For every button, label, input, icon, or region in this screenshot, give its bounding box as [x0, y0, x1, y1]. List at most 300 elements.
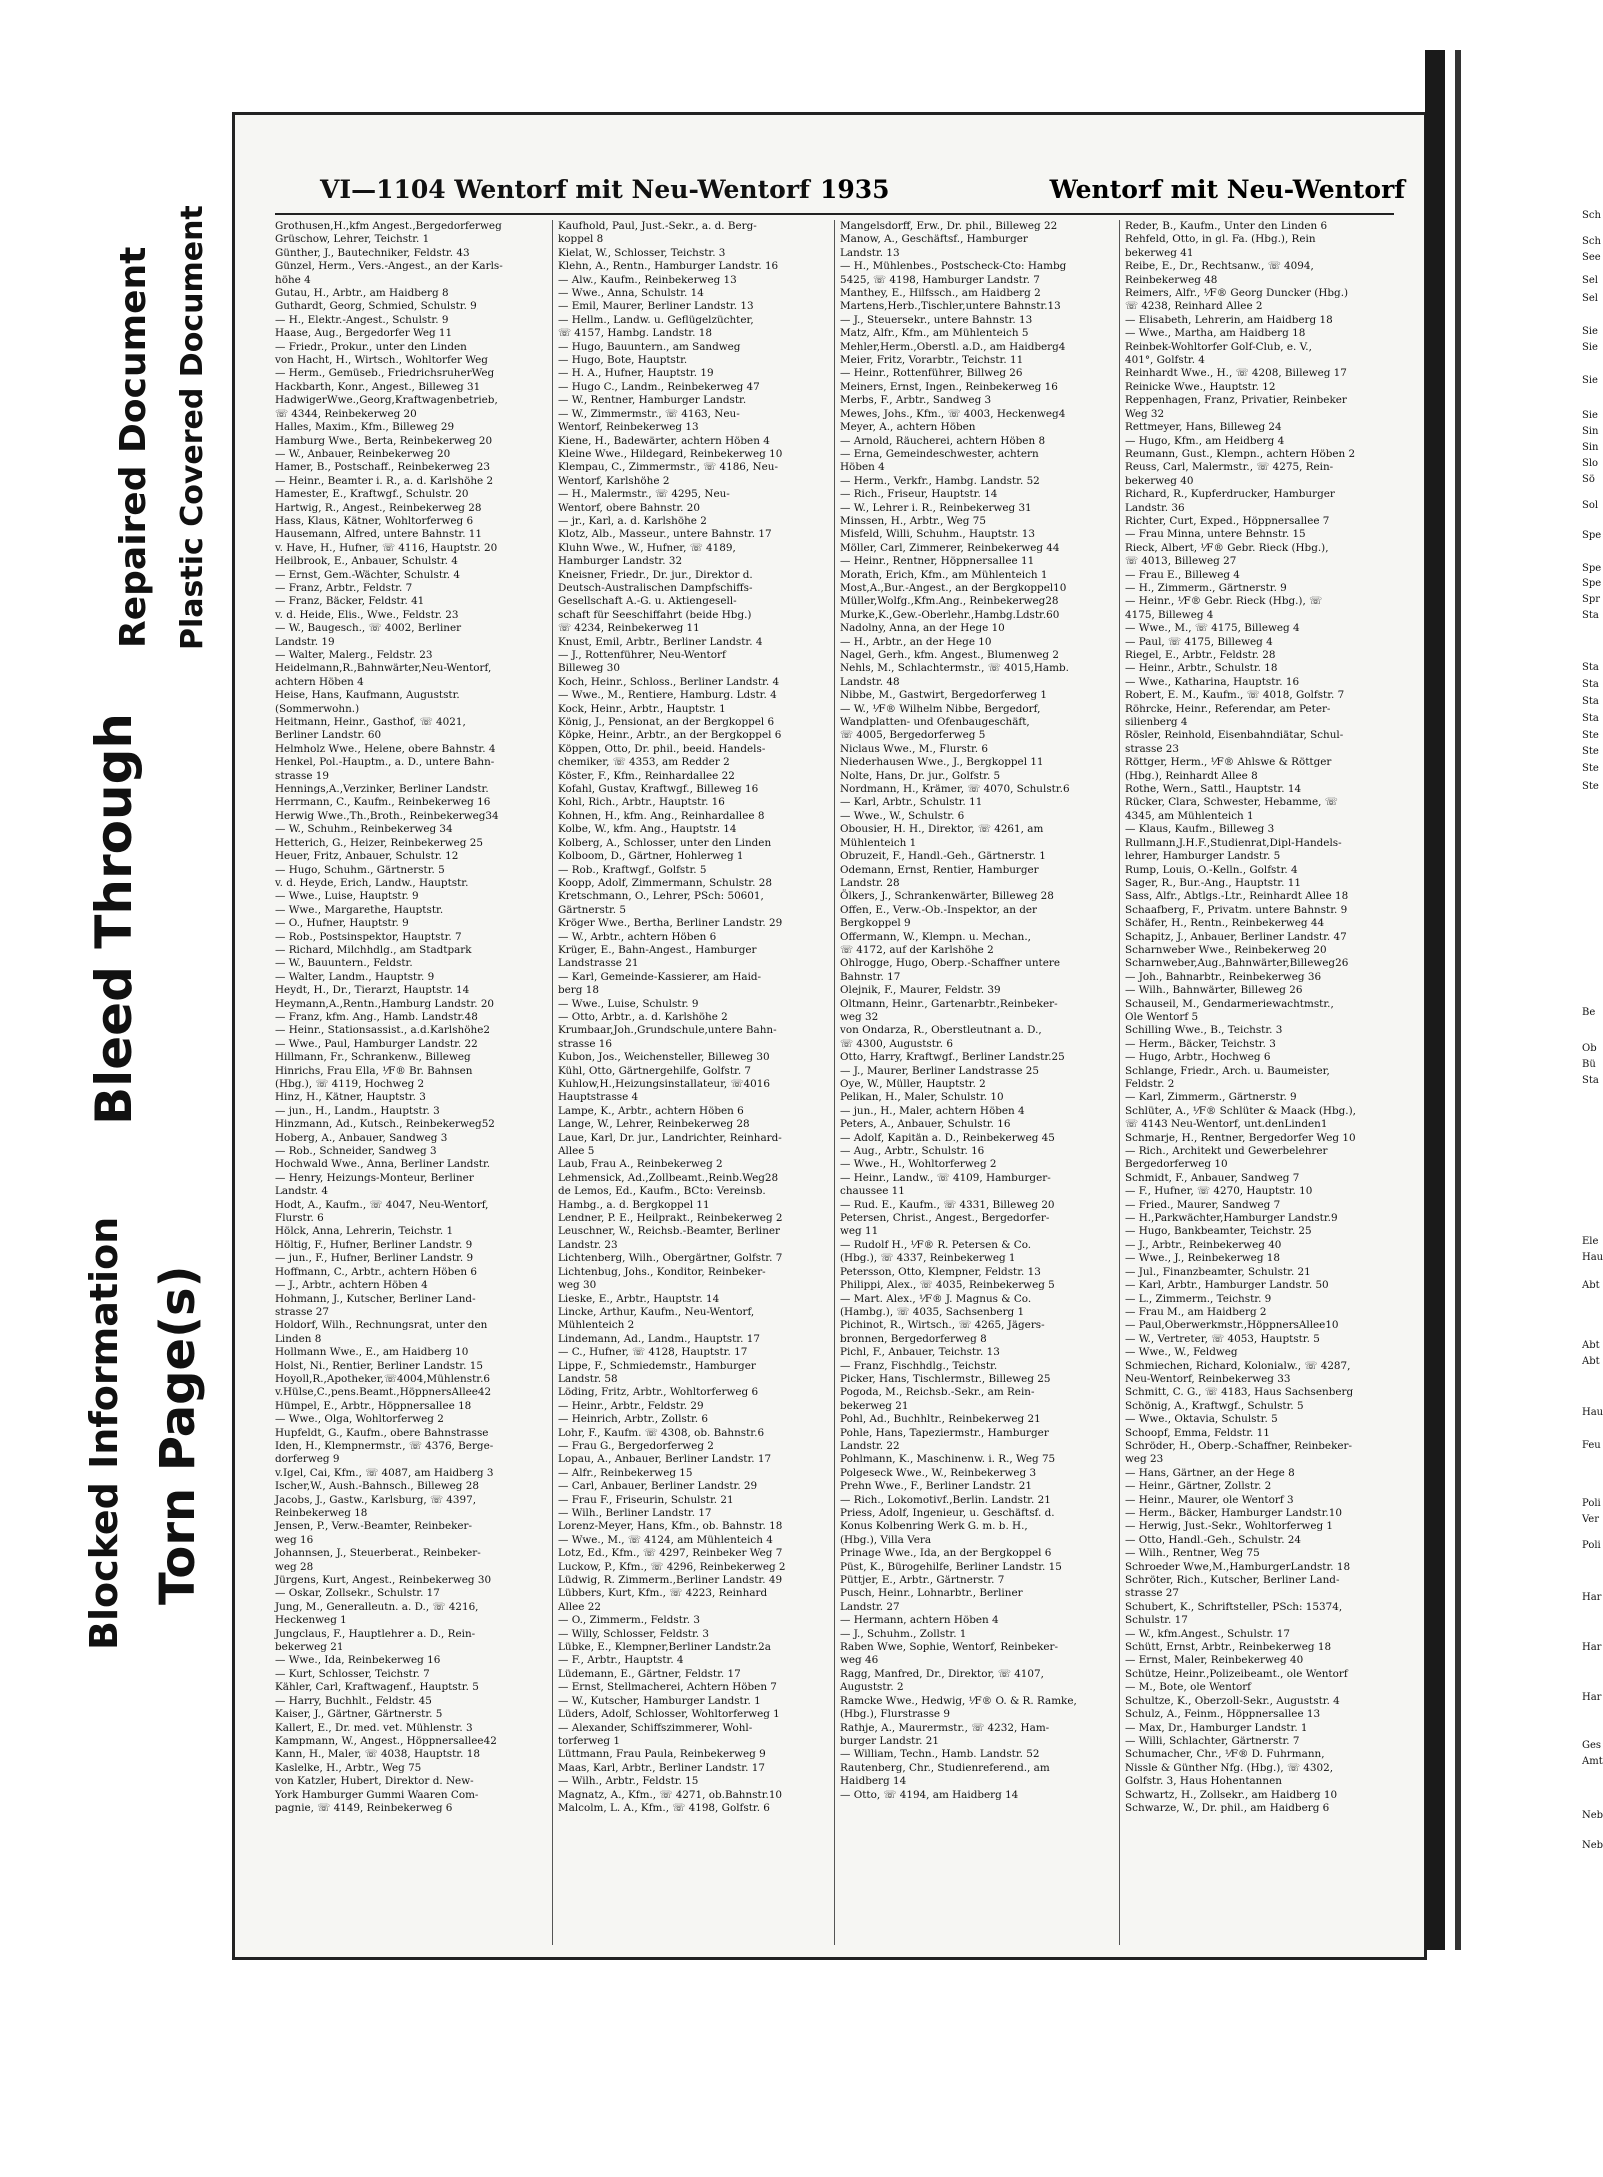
directory-entry-line: Reinbek-Wohltorfer Golf-Club, e. V.,	[1125, 340, 1312, 353]
entries-column-3	[840, 220, 1108, 1945]
directory-entry-line: Kampmann, W., Angest., Höppnersallee42	[275, 1734, 497, 1747]
directory-entry-line: — Heinr., Stationsassist., a.d.Karlshöhe2	[275, 1024, 490, 1037]
directory-entry-line: chaussee 11	[840, 1185, 905, 1198]
directory-entry-line: Schönig, A., Kraftwgf., Schulstr. 5	[1125, 1399, 1304, 1412]
directory-columns	[275, 220, 1400, 1945]
directory-entry-line: Golfstr. 3, Haus Hohentannen	[1125, 1775, 1282, 1788]
directory-entry-line: Nolte, Hans, Dr. jur., Golfstr. 5	[840, 769, 1001, 782]
directory-entry-line: Reinbekerweg 48	[1125, 273, 1218, 286]
directory-entry-line: Oltmann, Heinr., Gartenarbtr.,Reinbeker-	[840, 997, 1058, 1010]
directory-entry-line: Knust, Emil, Arbtr., Berliner Landstr. 4	[558, 635, 763, 648]
directory-entry-line: Guthardt, Georg, Schmied, Schulstr. 9	[275, 300, 477, 313]
directory-entry-line: ☏ 4157, Hambg. Landstr. 18	[558, 327, 712, 340]
directory-entry-line: Lehmensick, Ad.,Zollbeamt.,Reinb.Weg28	[558, 1171, 779, 1184]
directory-entry-line: — Ernst, Gem.-Wächter, Schulstr. 4	[275, 568, 461, 581]
directory-entry-line: Schulz, A., Feinm., Höppnersallee 13	[1125, 1708, 1321, 1721]
directory-entry-line: ☏ 4143 Neu-Wentorf, unt.denLinden1	[1125, 1118, 1328, 1131]
directory-entry-line: Püst, K., Bürogehilfe, Berliner Landstr. 15	[840, 1560, 1062, 1573]
directory-entry-line: Schultze, K., Oberzoll-Sekr., Auguststr. 4	[1125, 1694, 1340, 1707]
directory-entry-line: Haase, Aug., Bergedorfer Weg 11	[275, 327, 453, 340]
directory-entry-line: Hollmann Wwe., E., am Haidberg 10	[275, 1346, 469, 1359]
directory-entry-line: — Karl, Zimmerm., Gärtnerstr. 9	[1125, 1091, 1297, 1104]
directory-entry-line: Röhrcke, Heinr., Referendar, am Peter-	[1125, 702, 1331, 715]
directory-entry-line: Pohl, Ad., Buchhltr., Reinbekerweg 21	[840, 1413, 1041, 1426]
directory-entry-line: — Heinrich, Arbtr., Zollstr. 6	[558, 1413, 709, 1426]
directory-entry-line: — Heinr., Arbtr., Feldstr. 29	[558, 1399, 704, 1412]
directory-entry-line: Hinz, H., Kätner, Hauptstr. 3	[275, 1091, 426, 1104]
directory-entry-line: — Mart. Alex., ⅟F® J. Magnus & Co.	[840, 1292, 1032, 1305]
directory-entry-line: Landstr. 48	[840, 675, 900, 688]
directory-entry-line: König, J., Pensionat, an der Bergkoppel 6	[558, 716, 775, 729]
directory-entry-line: Schäfer, H., Rentn., Reinbekerweg 44	[1125, 917, 1325, 930]
directory-entry-line: Lotz, Ed., Kfm., ☏ 4297, Reinbeker Weg 7	[558, 1547, 783, 1560]
directory-entry-line: Röttger, Herm., ⅟F® Ahlswe & Röttger	[1125, 756, 1332, 769]
directory-entry-line: Kröger Wwe., Bertha, Berliner Landstr. 29	[558, 917, 783, 930]
header-rule	[275, 213, 1394, 215]
directory-entry-line: — J., Schuhm., Zollstr. 1	[840, 1627, 967, 1640]
directory-entry-line: — H. A., Hufner, Hauptstr. 19	[558, 367, 714, 380]
directory-entry-line: — Franz, Arbtr., Feldstr. 7	[275, 581, 413, 594]
directory-entry-line: — W., Anbauer, Reinbekerweg 20	[275, 447, 451, 460]
directory-entry-line: Kaiser, J., Gärtner, Gärtnerstr. 5	[275, 1708, 443, 1721]
directory-entry-line: Hartwig, R., Angest., Reinbekerweg 28	[275, 501, 482, 514]
directory-entry-line: weg 16	[275, 1533, 314, 1546]
directory-entry-line: Holdorf, Wilh., Rechnungsrat, unter den	[275, 1319, 488, 1332]
adjacent-page-fragment: Amt	[1582, 1756, 1603, 1767]
adjacent-page-fragment: Neb	[1582, 1840, 1603, 1851]
directory-entry-line: (Hbg.), Reinhardt Allee 8	[1125, 769, 1258, 782]
directory-entry-line: ☏ 4238, Reinhard Allee 2	[1125, 300, 1263, 313]
directory-entry-line: Hoberg, A., Anbauer, Sandweg 3	[275, 1131, 448, 1144]
directory-entry-line: Landstr. 19	[275, 635, 335, 648]
directory-entry-line: von Hacht, H., Wirtsch., Wohltorfer Weg	[275, 354, 488, 367]
directory-entry-line: Klotz, Alb., Masseur., untere Bahnstr. 17	[558, 528, 772, 541]
directory-entry-line: Schmidt, F., Anbauer, Sandweg 7	[1125, 1171, 1300, 1184]
directory-entry-line: Bergedorferweg 10	[1125, 1158, 1228, 1171]
directory-entry-line: Kühl, Otto, Gärtnergehilfe, Golfstr. 7	[558, 1064, 752, 1077]
directory-entry-line: Reumann, Gust., Klempn., achtern Höben 2	[1125, 447, 1356, 460]
directory-entry-line: Maas, Karl, Arbtr., Berliner Landstr. 17	[558, 1761, 765, 1774]
directory-entry-line: — Karl, Gemeinde-Kassierer, am Haid-	[558, 970, 762, 983]
directory-entry-line: Köpke, Heinr., Arbtr., an der Bergkoppel 6	[558, 729, 782, 742]
directory-entry-line: Magnatz, A., Kfm., ☏ 4271, ob.Bahnstr.10	[558, 1788, 783, 1801]
directory-entry-line: (Hbg.), Flurstrasse 9	[840, 1708, 950, 1721]
directory-entry-line: Meyer, A., achtern Höben	[840, 421, 976, 434]
directory-entry-line: — Hugo, Bankbeamter, Teichstr. 25	[1125, 1225, 1312, 1238]
stamp-bleed-through: Bleed Through	[85, 713, 143, 1125]
directory-entry-line: Rehfeld, Otto, in gl. Fa. (Hbg.), Rein	[1125, 233, 1316, 246]
directory-entry-line: — Rich., Architekt und Gewerbelehrer	[1125, 1145, 1328, 1158]
directory-entry-line: strasse 23	[1125, 742, 1180, 755]
directory-entry-line: Hodt, A., Kaufm., ☏ 4047, Neu-Wentorf,	[275, 1198, 489, 1211]
adjacent-page-fragment: Sie	[1582, 342, 1598, 353]
directory-entry-line: Kock, Heinr., Arbtr., Hauptstr. 1	[558, 702, 726, 715]
directory-entry-line: — Ernst, Stellmacherei, Achtern Höben 7	[558, 1681, 777, 1694]
directory-entry-line: Konus Kolbenring Werk G. m. b. H.,	[840, 1520, 1028, 1533]
directory-entry-line: Richard, R., Kupferdrucker, Hamburger	[1125, 488, 1335, 501]
directory-entry-line: — W., Rentner, Hamburger Landstr.	[558, 394, 747, 407]
directory-entry-line: — Alw., Kaufm., Reinbekerweg 13	[558, 273, 737, 286]
adjacent-page-fragment: Sie	[1582, 410, 1598, 421]
directory-entry-line: — Herm., Verkfr., Hambg. Landstr. 52	[840, 474, 1040, 487]
directory-entry-line: — Rudolf H., ⅟F® R. Petersen & Co.	[840, 1238, 1032, 1251]
directory-entry-line: — J., Maurer, Berliner Landstrasse 25	[840, 1064, 1039, 1077]
directory-entry-line: — Wilh., Rentner, Weg 75	[1125, 1547, 1260, 1560]
directory-entry-line: Lopau, A., Anbauer, Berliner Landstr. 17	[558, 1453, 772, 1466]
page-header	[235, 175, 1430, 215]
directory-entry-line: — Heinr., ⅟F® Gebr. Rieck (Hbg.), ☏	[1125, 595, 1323, 608]
directory-entry-line: Nagel, Gerh., kfm. Angest., Blumenweg 2	[840, 649, 1059, 661]
directory-entry-line: lehrer, Hamburger Landstr. 5	[1125, 850, 1281, 863]
directory-entry-line: Schmitt, C. G., ☏ 4183, Haus Sachsenberg	[1125, 1386, 1354, 1399]
directory-entry-line: — Heinr., Beamter i. R., a. d. Karlshöhe 2	[275, 474, 494, 487]
directory-entry-line: Pichl, F., Anbauer, Teichstr. 13	[840, 1346, 1000, 1359]
directory-entry-line: — Wwe., M., ☏ 4124, am Mühlenteich 4	[558, 1533, 773, 1546]
adjacent-page-fragment: Ele	[1582, 1236, 1599, 1247]
directory-entry-line: Schoopf, Emma, Feldstr. 11	[1125, 1426, 1270, 1439]
directory-entry-line: — Wwe., Anna, Schulstr. 14	[558, 287, 704, 300]
directory-entry-line: — Wilh., Arbtr., Feldstr. 15	[558, 1775, 699, 1788]
adjacent-page-fragment: Sie	[1582, 326, 1598, 337]
directory-entry-line: — W., kfm.Angest., Schulstr. 17	[1125, 1627, 1290, 1640]
directory-entry-line: — Heinr., Gärtner, Zollstr. 2	[1125, 1480, 1272, 1493]
directory-entry-line: — Wwe., Martha, am Haidberg 18	[1125, 327, 1306, 340]
directory-entry-line: — Wwe., Ida, Reinbekerweg 16	[275, 1654, 441, 1667]
directory-entry-line: Grüschow, Lehrer, Teichstr. 1	[275, 233, 430, 246]
directory-entry-line: — Hans, Gärtner, an der Hege 8	[1125, 1466, 1295, 1479]
adjacent-page-fragment: Sin	[1582, 426, 1599, 437]
directory-entry-line: Kolberg, A., Schlosser, unter den Linden	[558, 836, 772, 849]
directory-entry-line: de Lemos, Ed., Kaufm., BCto: Vereinsb.	[558, 1185, 766, 1198]
adjacent-page-fragment: Sö	[1582, 474, 1595, 485]
directory-entry-line: — W., Bauuntern., Feldstr.	[275, 957, 413, 970]
directory-entry-line: — Erna, Gemeindeschwester, achtern	[840, 447, 1039, 460]
directory-entry-line: — Rich., Friseur, Hauptstr. 14	[840, 488, 998, 501]
directory-entry-line: Reibe, E., Dr., Rechtsanw., ☏ 4094,	[1125, 260, 1314, 273]
directory-entry-line: Landstr. 27	[840, 1600, 900, 1613]
directory-entry-line: Schroeder Wwe,M.,HamburgerLandstr. 18	[1125, 1560, 1351, 1573]
directory-entry-line: Ragg, Manfred, Dr., Direktor, ☏ 4107,	[840, 1667, 1044, 1680]
adjacent-page-fragment: Sch	[1582, 236, 1601, 247]
directory-entry-line: — Hugo, Kfm., am Heidberg 4	[1125, 434, 1285, 447]
directory-entry-line: Manthey, E., Hilfssch., am Haidberg 2	[840, 287, 1041, 300]
directory-entry-line: Hoffmann, C., Arbtr., achtern Höben 6	[275, 1265, 477, 1278]
directory-entry-line: schaft für Seeschiffahrt (beide Hbg.)	[558, 608, 752, 621]
directory-entry-line: Mühlenteich 1	[840, 836, 917, 849]
directory-entry-line: Picker, Hans, Tischlermstr., Billeweg 25	[840, 1372, 1051, 1385]
directory-entry-line: Weg 32	[1125, 407, 1165, 420]
directory-entry-line: — Wwe., W., Feldweg	[1125, 1346, 1238, 1359]
directory-entry-line: Püttjer, E., Arbtr., Gärtnerstr. 7	[840, 1574, 1005, 1587]
directory-entry-line: — W., Schuhm., Reinbekerweg 34	[275, 823, 453, 836]
scan-top-margin	[0, 0, 1600, 46]
directory-entry-line: Lange, W., Lehrer, Reinbekerweg 28	[558, 1118, 750, 1131]
directory-entry-line: Billeweg 30	[558, 662, 620, 675]
directory-entry-line: — J., Rottenführer, Neu-Wentorf	[558, 649, 726, 661]
adjacent-page-fragment: Abt	[1582, 1340, 1600, 1351]
directory-entry-line: — Arnold, Räucherei, achtern Höben 8	[840, 434, 1046, 447]
directory-entry-line: ☏ 4300, Auguststr. 6	[840, 1037, 953, 1050]
directory-entry-line: Rothe, Wern., Sattl., Hauptstr. 14	[1125, 783, 1302, 796]
directory-entry-line: Berliner Landstr. 60	[275, 729, 382, 742]
directory-entry-line: — Alexander, Schiffszimmerer, Wohl-	[558, 1721, 753, 1734]
adjacent-page-fragment: Sie	[1582, 375, 1598, 386]
directory-entry-line: (Hbg.), ☏ 4119, Hochweg 2	[275, 1078, 425, 1090]
directory-entry-line: — Hugo, Bauuntern., am Sandweg	[558, 340, 741, 353]
directory-entry-line: Auguststr. 2	[840, 1681, 904, 1694]
directory-entry-line: — Otto, Arbtr., a. d. Karlshöhe 2	[558, 1010, 728, 1023]
directory-entry-line: (Hbg.), Villa Vera	[840, 1533, 932, 1546]
directory-entry-line: Lüdemann, E., Gärtner, Feldstr. 17	[558, 1667, 741, 1680]
directory-entry-line: — William, Techn., Hamb. Landstr. 52	[840, 1748, 1040, 1761]
adjacent-page-fragment: Sta	[1582, 662, 1599, 673]
directory-entry-line: — Franz, Fischhdlg., Teichstr.	[840, 1359, 998, 1372]
directory-entry-line: Hohmann, J., Kutscher, Berliner Land-	[275, 1292, 476, 1305]
directory-entry-line: Kiene, H., Badewärter, achtern Höben 4	[558, 434, 770, 447]
directory-entry-line: Gärtnerstr. 5	[558, 903, 626, 916]
adjacent-page-fragment: Sel	[1582, 293, 1598, 304]
adjacent-page-fragment: Hau	[1582, 1407, 1603, 1418]
header-right: Wentorf mit Neu-Wentorf	[1049, 175, 1405, 204]
directory-entry-line: Kohnen, H., kfm. Ang., Reinhardallee 8	[558, 809, 765, 822]
directory-entry-line: — Frau E., Billeweg 4	[1125, 568, 1240, 581]
column-divider	[552, 220, 553, 1945]
directory-entry-line: Günther, J., Bautechniker, Feldstr. 43	[275, 246, 470, 259]
entries-column-4	[1125, 220, 1393, 1945]
directory-entry-line: Oye, W., Müller, Hauptstr. 2	[840, 1078, 986, 1090]
directory-entry-line: Kielat, W., Schlosser, Teichstr. 3	[558, 246, 726, 259]
adjacent-page-fragment: Sta	[1582, 679, 1599, 690]
directory-entry-line: Herwig Wwe.,Th.,Broth., Reinbekerweg34	[275, 809, 499, 822]
adjacent-page-fragment: Sta	[1582, 1075, 1599, 1086]
directory-entry-line: Niclaus Wwe., M., Flurstr. 6	[840, 742, 988, 755]
header-left: VI—1104 Wentorf mit Neu-Wentorf	[320, 175, 810, 204]
directory-entry-line: Peters, A., Anbauer, Schulstr. 16	[840, 1118, 1011, 1131]
directory-entry-line: Wandplatten- und Ofenbaugeschäft,	[840, 716, 1030, 729]
directory-entry-line: — Wilh., Berliner Landstr. 17	[558, 1507, 712, 1519]
directory-entry-line: Reinicke Wwe., Hauptstr. 12	[1125, 380, 1276, 393]
directory-entry-line: — Max, Dr., Hamburger Landstr. 1	[1125, 1721, 1308, 1734]
directory-entry-line: Schlüter, A., ⅟F® Schlüter & Maack (Hbg.),	[1125, 1104, 1356, 1117]
directory-entry-line: Philippi, Alex., ☏ 4035, Reinbekerweg 5	[840, 1279, 1055, 1292]
directory-entry-line: von Ondarza, R., Oberstleutnant a. D.,	[840, 1024, 1042, 1037]
directory-entry-line: Leuschner, W., Reichsb.-Beamter, Berliner	[558, 1225, 781, 1238]
directory-entry-line: Most,A.,Bur.-Angest., an der Bergkoppel10	[840, 581, 1067, 594]
directory-entry-line: — Herwig, Just.-Sekr., Wohltorferweg 1	[1125, 1520, 1334, 1533]
directory-entry-line: Kuhlow,H.,Heizungsinstallateur, ☏4016	[558, 1078, 770, 1090]
directory-entry-line: Möller, Carl, Zimmerer, Reinbekerweg 44	[840, 541, 1060, 554]
directory-entry-line: Landstr. 13	[840, 246, 900, 259]
adjacent-page-fragment: Ges	[1582, 1740, 1602, 1751]
directory-entry-line: Reinhardt Wwe., H., ☏ 4208, Billeweg 17	[1125, 367, 1347, 380]
directory-entry-line: Landstr. 28	[840, 876, 900, 889]
directory-entry-line: York Hamburger Gummi Waaren Com-	[275, 1788, 479, 1801]
adjacent-page-fragment: Ste	[1582, 746, 1599, 757]
directory-entry-line: — H., Arbtr., an der Hege 10	[840, 635, 992, 648]
directory-entry-line: Rücker, Clara, Schwester, Hebamme, ☏	[1125, 796, 1338, 809]
directory-entry-line: — Wwe., Oktavia, Schulstr. 5	[1125, 1413, 1278, 1426]
directory-entry-line: Wentorf, Reinbekerweg 13	[558, 421, 699, 434]
adjacent-page-fragment: Sta	[1582, 696, 1599, 707]
directory-entry-line: — Otto, Handl.-Geh., Schulstr. 24	[1125, 1533, 1302, 1546]
binding-shadow-thin	[1455, 50, 1461, 1950]
directory-entry-line: weg 23	[1125, 1453, 1164, 1466]
directory-entry-line: ☏ 4013, Billeweg 27	[1125, 555, 1237, 568]
directory-entry-line: Schilling Wwe., B., Teichstr. 3	[1125, 1024, 1283, 1037]
adjacent-page-fragment: Sch	[1582, 210, 1601, 221]
directory-entry-line: — Rob., Kraftwgf., Golfstr. 5	[558, 863, 707, 876]
directory-entry-line: von Katzler, Hubert, Direktor d. New-	[275, 1775, 474, 1788]
directory-entry-line: Jürgens, Kurt, Angest., Reinbekerweg 30	[275, 1574, 492, 1587]
directory-entry-line: — Ernst, Maler, Reinbekerweg 40	[1125, 1654, 1304, 1667]
directory-entry-line: — Herm., Bäcker, Teichstr. 3	[1125, 1037, 1276, 1050]
directory-entry-line: — Harry, Buchhlt., Feldstr. 45	[275, 1694, 432, 1707]
directory-entry-line: strasse 19	[275, 769, 330, 782]
directory-entry-line: Prinage Wwe., Ida, an der Bergkoppel 6	[840, 1547, 1052, 1560]
directory-entry-line: Schulstr. 17	[1125, 1614, 1188, 1627]
directory-entry-line: burger Landstr. 21	[840, 1734, 939, 1747]
directory-entry-line: Flurstr. 6	[275, 1212, 324, 1225]
directory-entry-line: — Frau M., am Haidberg 2	[1125, 1305, 1267, 1318]
directory-entry-line: Hochwald Wwe., Anna, Berliner Landstr.	[275, 1158, 491, 1171]
adjacent-page-fragment: Ste	[1582, 763, 1599, 774]
directory-entry-line: Grothusen,H.,kfm Angest.,Bergedorferweg	[275, 220, 502, 232]
directory-entry-line: Kretschmann, O., Lehrer, PSch: 50601,	[558, 890, 764, 903]
directory-entry-line: Halles, Maxim., Kfm., Billeweg 29	[275, 421, 455, 434]
directory-entry-line: Luckow, P., Kfm., ☏ 4296, Reinbekerweg 2	[558, 1560, 786, 1573]
directory-page	[232, 112, 1427, 1960]
directory-entry-line: Minssen, H., Arbtr., Weg 75	[840, 514, 986, 527]
directory-entry-line: Nehls, M., Schlachtermstr., ☏ 4015,Hamb.	[840, 662, 1069, 675]
directory-entry-line: — Joh., Bahnarbtr., Reinbekerweg 36	[1125, 970, 1322, 983]
directory-entry-line: Rathje, A., Maurermstr., ☏ 4232, Ham-	[840, 1721, 1050, 1734]
adjacent-page-fragment: Poli	[1582, 1498, 1601, 1509]
directory-entry-line: Obousier, H. H., Direktor, ☏ 4261, am	[840, 823, 1044, 836]
directory-entry-line: Reuss, Carl, Malermstr., ☏ 4275, Rein-	[1125, 461, 1334, 474]
adjacent-page-fragment: Ste	[1582, 730, 1599, 741]
directory-entry-line: Hinzmann, Ad., Kutsch., Reinbekerweg52	[275, 1118, 495, 1131]
directory-entry-line: Heymann,A.,Rentn.,Hamburg Landstr. 20	[275, 997, 495, 1010]
directory-entry-line: Merbs, F., Arbtr., Sandweg 3	[840, 394, 992, 407]
directory-entry-line: Lindemann, Ad., Landm., Hauptstr. 17	[558, 1332, 760, 1345]
directory-entry-line: Polgeseck Wwe., W., Reinbekerweg 3	[840, 1466, 1037, 1479]
directory-entry-line: — Carl, Anbauer, Berliner Landstr. 29	[558, 1480, 758, 1493]
directory-entry-line: Mehler,Herm.,Oberstl. a.D., am Haidberg4	[840, 340, 1066, 353]
directory-entry-line: — W., Lehrer i. R., Reinbekerweg 31	[840, 501, 1032, 514]
directory-entry-line: — Wwe., M., ☏ 4175, Billeweg 4	[1125, 622, 1300, 635]
directory-entry-line: — J., Arbtr., Reinbekerweg 40	[1125, 1238, 1282, 1251]
directory-entry-line: Robert, E. M., Kaufm., ☏ 4018, Golfstr. 7	[1125, 689, 1345, 702]
directory-entry-line: Köppen, Otto, Dr. phil., beeid. Handels-	[558, 742, 766, 755]
directory-entry-line: bekerweg 41	[1125, 246, 1194, 259]
directory-entry-line: — H., Malermstr., ☏ 4295, Neu-	[558, 488, 730, 501]
directory-entry-line: Kaslelke, H., Arbtr., Weg 75	[275, 1761, 422, 1774]
directory-entry-line: v. d. Heide, Elis., Wwe., Feldstr. 23	[275, 608, 459, 621]
directory-entry-line: pagnie, ☏ 4149, Reinbekerweg 6	[275, 1801, 453, 1814]
directory-entry-line: — F., Hufner, ☏ 4270, Hauptstr. 10	[1125, 1185, 1313, 1198]
directory-entry-line: Priess, Adolf, Ingenieur, u. Geschäftsf. d.	[840, 1507, 1055, 1519]
adjacent-page-fragment: Abt	[1582, 1356, 1600, 1367]
directory-entry-line: Pichinot, R., Wirtsch., ☏ 4265, Jägers-	[840, 1319, 1045, 1332]
directory-entry-line: Landstr. 23	[558, 1238, 618, 1251]
directory-entry-line: — Franz, Bäcker, Feldstr. 41	[275, 595, 425, 608]
directory-entry-line: Riegel, E., Arbtr., Feldstr. 28	[1125, 649, 1276, 661]
directory-entry-line: v.Igel, Cai, Kfm., ☏ 4087, am Haidberg 3	[275, 1466, 494, 1479]
directory-entry-line: 401°, Golfstr. 4	[1125, 354, 1205, 367]
directory-entry-line: Landstrasse 21	[558, 957, 639, 970]
directory-entry-line: Müller,Wolfg.,Kfm.Ang., Reinbekerweg28	[840, 595, 1059, 608]
directory-entry-line: Heise, Hans, Kaufmann, Auguststr.	[275, 689, 460, 702]
directory-entry-line: Herrmann, C., Kaufm., Reinbekerweg 16	[275, 796, 491, 809]
directory-entry-line: Bahnstr. 17	[840, 970, 901, 983]
directory-entry-line: Laub, Frau A., Reinbekerweg 2	[558, 1158, 723, 1171]
directory-entry-line: Schütt, Ernst, Arbtr., Reinbekerweg 18	[1125, 1641, 1332, 1654]
directory-entry-line: Lampe, K., Arbtr., achtern Höben 6	[558, 1104, 744, 1117]
directory-entry-line: Schapitz, J., Anbauer, Berliner Landstr. 47	[1125, 930, 1347, 943]
adjacent-page-fragment: Abt	[1582, 1280, 1600, 1291]
directory-entry-line: Hölck, Anna, Lehrerin, Teichstr. 1	[275, 1225, 454, 1238]
directory-entry-line: Jensen, P., Verw.-Beamter, Reinbeker-	[275, 1520, 473, 1533]
adjacent-page-fragment: Har	[1582, 1692, 1602, 1703]
directory-entry-line: 4175, Billeweg 4	[1125, 608, 1214, 621]
directory-entry-line: Kluhn Wwe., W., Hufner, ☏ 4189,	[558, 541, 736, 554]
directory-entry-line: Heilbrook, E., Anbauer, Schulstr. 4	[275, 555, 458, 568]
directory-entry-line: — Rich., Lokomotivf.,Berlin. Landstr. 21	[840, 1493, 1051, 1506]
directory-entry-line: Mewes, Johs., Kfm., ☏ 4003, Heckenweg4	[840, 407, 1066, 420]
directory-entry-line: torferweg 1	[558, 1734, 620, 1747]
directory-entry-line: Kubon, Jos., Weichensteller, Billeweg 30	[558, 1051, 770, 1064]
directory-entry-line: weg 46	[840, 1654, 879, 1667]
directory-entry-line: Misfeld, Willi, Schuhm., Hauptstr. 13	[840, 528, 1035, 541]
binding-shadow	[1425, 50, 1445, 1950]
directory-entry-line: Lippe, F., Schmiedemstr., Hamburger	[558, 1359, 756, 1372]
directory-entry-line: Kallert, E., Dr. med. vet. Mühlenstr. 3	[275, 1721, 473, 1734]
directory-entry-line: — Wwe., Olga, Wohltorferweg 2	[275, 1413, 444, 1426]
directory-entry-line: — Oskar, Zollsekr., Schulstr. 17	[275, 1587, 440, 1600]
directory-entry-line: Lüttmann, Frau Paula, Reinbekerweg 9	[558, 1748, 766, 1761]
directory-entry-line: — Hugo, Bote, Hauptstr.	[558, 354, 688, 367]
directory-entry-line: Hass, Klaus, Kätner, Wohltorferweg 6	[275, 514, 474, 527]
directory-entry-line: Ramcke Wwe., Hedwig, ⅟F® O. & R. Ramke,	[840, 1694, 1077, 1707]
directory-entry-line: — jun., H., Maler, achtern Höben 4	[840, 1104, 1025, 1117]
directory-entry-line: — Rob., Schneider, Sandweg 3	[275, 1145, 437, 1158]
directory-entry-line: Schaafberg, F., Privatm. untere Bahnstr. 9	[1125, 903, 1348, 916]
adjacent-page-fragment: Spe	[1582, 578, 1602, 589]
directory-entry-line: — Walter, Landm., Hauptstr. 9	[275, 970, 435, 983]
directory-entry-line: — Herm., Gemüseb., FriedrichsruherWeg	[275, 367, 495, 380]
directory-entry-line: — Alfr., Reinbekerweg 15	[558, 1466, 693, 1479]
directory-entry-line: Hinrichs, Frau Ella, ⅟F® Br. Bahnsen	[275, 1064, 473, 1077]
directory-entry-line: — J., Steuersekr., untere Bahnstr. 13	[840, 313, 1033, 326]
adjacent-page-fragment: Spe	[1582, 563, 1602, 574]
directory-entry-line: Lübke, E., Klempner,Berliner Landstr.2a	[558, 1641, 771, 1654]
directory-entry-line: — Franz, kfm. Ang., Hamb. Landstr.48	[275, 1010, 478, 1023]
directory-entry-line: Wentorf, obere Bahnstr. 20	[558, 501, 701, 514]
directory-entry-line: — Paul, ☏ 4175, Billeweg 4	[1125, 635, 1273, 648]
directory-entry-line: Petersen, Christ., Angest., Bergedorfer-	[840, 1212, 1050, 1225]
directory-entry-line: Hamburg Wwe., Berta, Reinbekerweg 20	[275, 434, 493, 447]
adjacent-page-fragment: Ob	[1582, 1043, 1597, 1054]
directory-entry-line: — Aug., Arbtr., Schulstr. 16	[840, 1145, 985, 1158]
directory-entry-line: Landstr. 36	[1125, 501, 1185, 514]
directory-entry-line: Helmholz Wwe., Helene, obere Bahnstr. 4	[275, 742, 496, 755]
directory-entry-line: Scharnweber Wwe., Reinbekerweg 20	[1125, 943, 1327, 956]
directory-entry-line: Iden, H., Klempnermstr., ☏ 4376, Berge-	[275, 1439, 494, 1452]
directory-entry-line: Nadolny, Anna, an der Hege 10	[840, 622, 1005, 635]
directory-entry-line: weg 11	[840, 1225, 879, 1238]
adjacent-page-fragment: Sel	[1582, 275, 1598, 286]
directory-entry-line: ☏ 4344, Reinbekerweg 20	[275, 407, 417, 420]
